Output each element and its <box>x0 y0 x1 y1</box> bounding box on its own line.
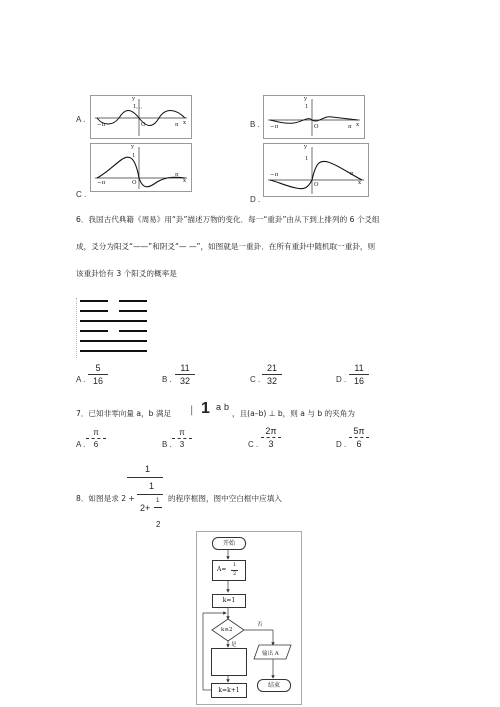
hex-line-5 <box>80 340 147 342</box>
hex-line-3 <box>80 320 147 322</box>
graph-c-svg <box>91 144 191 191</box>
q7-b-num: π <box>179 428 185 437</box>
graph-d-x: x <box>358 180 362 186</box>
q7-option-d-label[interactable]: D . <box>336 440 347 449</box>
graph-a-neg-pi: −π <box>97 122 106 128</box>
hex-line-4-right <box>119 330 147 332</box>
q6-a-num: 5 <box>95 363 101 373</box>
hex-line-2-left <box>80 310 108 312</box>
q6-option-c-label[interactable]: C . <box>250 375 261 384</box>
graph-d-pi: π <box>350 171 354 177</box>
flow-assign-k-label: k=1 <box>222 597 236 604</box>
q7-option-d-frac[interactable] <box>347 426 371 449</box>
flow-blank-box <box>211 648 247 676</box>
q7-option-c-frac[interactable] <box>259 426 283 449</box>
q6-option-a-frac[interactable] <box>86 363 110 386</box>
q7-option-b-label[interactable]: B . <box>162 440 172 449</box>
q7-a-num: π <box>93 428 99 437</box>
graph-c-neg-pi: −π <box>97 180 106 186</box>
flow-no-label: 否 <box>257 622 263 628</box>
graph-b-neg-pi: −π <box>270 124 279 130</box>
q7-d-num: 5π <box>353 426 365 436</box>
graph-b-y: y <box>304 96 308 102</box>
q8-top-bar <box>127 477 163 478</box>
q8-inner-small-num: 1 <box>156 498 160 504</box>
q7-c-den: 3 <box>268 439 274 449</box>
q6-d-den: 16 <box>353 376 364 386</box>
graph-option-c[interactable] <box>90 143 192 192</box>
q7-option-b-frac[interactable] <box>170 428 194 449</box>
q6-b-den: 32 <box>179 376 190 386</box>
q7-b-den: 3 <box>179 440 185 449</box>
q7-a-den: 6 <box>93 440 99 449</box>
flow-assign-a-label: A= <box>217 566 227 573</box>
graph-c-x: x <box>183 178 187 184</box>
flow-increment-label: k=k+1 <box>218 687 240 694</box>
q6-d-bar <box>349 374 369 375</box>
flow-end-label: 结束 <box>267 682 280 689</box>
hex-line-6 <box>80 350 147 352</box>
q8-suffix: 的程序框图，图中空白框中应填入 <box>168 494 282 503</box>
graph-option-b[interactable] <box>263 95 365 139</box>
q8-inner-small-den: 2 <box>156 520 161 529</box>
q6-a-den: 16 <box>92 376 103 386</box>
flow-half-num: 1 <box>233 562 237 568</box>
flow-increment <box>211 683 247 698</box>
graph-a-origin: O <box>141 122 146 128</box>
graph-d-origin: O <box>314 182 319 188</box>
graph-a-x: x <box>183 120 187 126</box>
q7-prefix: 7．已知非零向量 a，b 满足 <box>76 409 172 418</box>
flow-yes-label: 是 <box>231 642 237 648</box>
flow-assign-k <box>212 594 246 608</box>
graph-d-one: 1 <box>305 156 309 162</box>
graph-b-origin: O <box>314 124 319 130</box>
q8-inner-small-bar <box>154 507 162 508</box>
graph-a-pi: π <box>175 122 179 128</box>
q6-b-bar <box>175 374 195 375</box>
hexagram-figure <box>76 298 149 358</box>
q6-option-b-frac[interactable] <box>173 363 197 386</box>
graph-d-svg <box>264 144 368 196</box>
q6-c-num: 21 <box>266 363 277 373</box>
flow-end <box>257 679 291 692</box>
q7-ab-b: b <box>224 402 230 412</box>
q7-abs-bar: | <box>190 405 194 416</box>
flow-condition: k≤2 <box>221 627 233 633</box>
flow-output: 输出 A <box>262 651 279 657</box>
flow-assign-a <box>212 560 246 581</box>
q7-option-a-frac[interactable] <box>84 428 108 449</box>
hex-line-4-left <box>80 330 108 332</box>
q7-ab-a: a <box>216 402 222 412</box>
graph-b-one: 1 <box>305 104 309 110</box>
flow-start-label: 开始 <box>222 540 235 547</box>
option-d-label[interactable]: D . <box>250 195 261 204</box>
q8-inner-den-prefix: 2+ <box>140 503 151 513</box>
graph-d-y: y <box>304 144 308 150</box>
q8-inner-bar <box>137 494 163 495</box>
graph-option-d[interactable] <box>263 143 369 197</box>
q7-option-a-label[interactable]: A . <box>76 440 86 449</box>
q8-prefix: 8．如图是求 2 + <box>76 494 135 503</box>
q6-c-den: 32 <box>266 376 277 386</box>
graph-b-x: x <box>356 122 360 128</box>
graph-b-pi: π <box>348 124 352 130</box>
q6-a-bar <box>88 374 108 375</box>
flow-start <box>212 537 246 550</box>
graph-d-neg-pi: −π <box>270 172 279 178</box>
q6-c-bar <box>262 374 282 375</box>
q7-d-den: 6 <box>356 439 362 449</box>
graph-c-one: 1 <box>132 153 136 159</box>
graph-c-pi: π <box>175 172 179 178</box>
option-a-label[interactable]: A . <box>76 115 86 124</box>
option-b-label[interactable]: B . <box>250 120 260 129</box>
q7-b-bar <box>172 438 192 439</box>
q6-option-d-label[interactable]: D . <box>336 375 347 384</box>
q7-big-one: 1 <box>201 400 210 417</box>
flow-half-den: 2 <box>233 571 237 577</box>
hex-line-2-right <box>119 310 147 312</box>
graph-a-y: y <box>132 96 136 102</box>
graph-a-one: 1 <box>133 104 137 110</box>
graph-c-origin: O <box>132 180 137 186</box>
graph-b-svg <box>264 96 364 138</box>
q6-d-num: 11 <box>354 363 364 373</box>
q8-inner-num: 1 <box>149 481 155 491</box>
q6-line3: 该重卦恰有 3 个阳爻的概率是 <box>76 269 177 278</box>
graph-c-y: y <box>131 144 135 150</box>
q6-option-a-label[interactable]: A . <box>76 375 86 384</box>
flowchart <box>196 531 302 705</box>
q6-b-num: 11 <box>180 363 190 373</box>
q7-c-num: 2π <box>265 426 277 436</box>
q7-option-c-label[interactable]: C . <box>248 440 259 449</box>
q7-a-bar <box>86 438 106 439</box>
q6-option-c-frac[interactable] <box>260 363 284 386</box>
hex-line-1-right <box>119 300 147 302</box>
graph-a-svg <box>91 96 191 138</box>
q7-suffix: ，且(a–b) ⊥ b，则 a 与 b 的夹角为 <box>232 409 355 418</box>
q8-top-num: 1 <box>145 464 151 474</box>
q6-line1: 6．我国古代典籍《周易》用“卦”描述万物的变化．每一“重卦”由从下到上排列的 6 个爻组 <box>76 215 380 224</box>
q7-c-bar <box>261 437 281 438</box>
q7-d-bar <box>349 437 369 438</box>
q6-line2: 成，爻分为阳爻“——”和阴爻“— —”，如图就是一重卦．在所有重卦中随机取一重卦，则 <box>76 242 376 251</box>
q6-option-d-frac[interactable] <box>347 363 371 386</box>
graph-option-a[interactable] <box>90 95 192 139</box>
option-c-label[interactable]: C . <box>76 190 87 199</box>
q6-option-b-label[interactable]: B . <box>162 375 172 384</box>
hex-line-1-left <box>80 300 108 302</box>
